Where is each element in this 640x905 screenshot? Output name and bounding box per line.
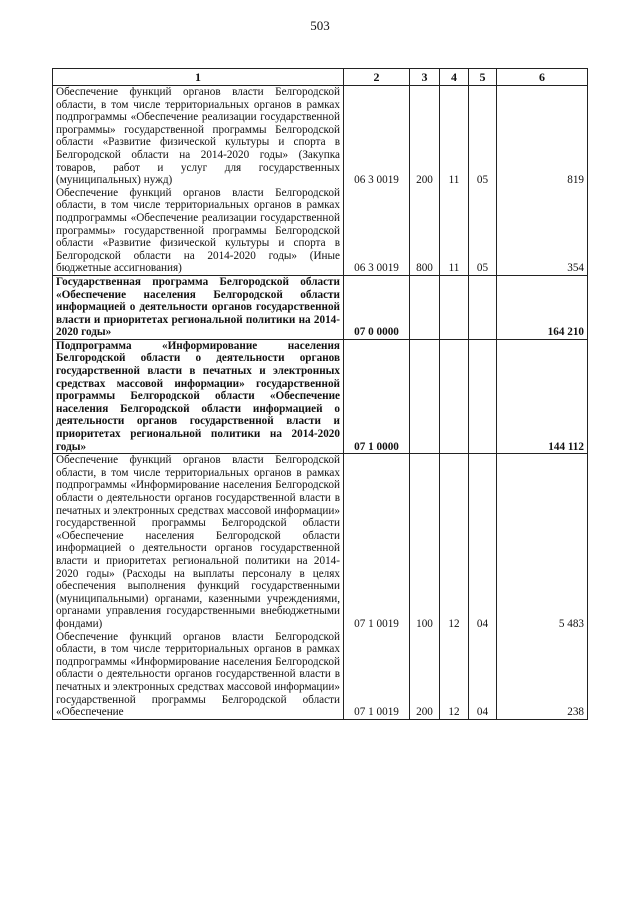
row-subsection: 05 xyxy=(469,187,497,276)
header-col-1: 1 xyxy=(53,69,344,86)
row-description-text: Обеспечение функций органов власти Белгородской области, в том числе территориальных органов в рамках подпрограммы «Обеспечение реализации государственной программы» государственной программы Белгородской области «Развитие физической культуры и спорта в Белгородской области на 2014-2020 годы» (Иные бюджетные ассигнования) xyxy=(56,186,340,275)
row-description xyxy=(53,339,344,453)
row-section: 12 xyxy=(440,454,469,631)
row-subsection xyxy=(469,275,497,339)
row-code: 06 3 0019 xyxy=(344,86,410,187)
row-description xyxy=(53,86,344,187)
header-col-3: 3 xyxy=(410,69,440,86)
row-subsection: 04 xyxy=(469,454,497,631)
row-code: 07 1 0019 xyxy=(344,454,410,631)
row-expense-type: 200 xyxy=(410,631,440,720)
row-amount: 144 112 xyxy=(497,339,588,453)
header-col-2: 2 xyxy=(344,69,410,86)
row-code: 07 0 0000 xyxy=(344,275,410,339)
row-description xyxy=(53,275,344,339)
row-subsection: 04 xyxy=(469,631,497,720)
table-row xyxy=(53,86,588,187)
row-amount: 819 xyxy=(497,86,588,187)
row-description-text: Государственная программа Белгородской области «Обеспечение населения Белгородской области информацией о деятельности органов государственной власти и приоритетах региональной политики на 2014-2020 годы» xyxy=(56,275,340,339)
row-expense-type xyxy=(410,339,440,453)
row-description-text: Обеспечение функций органов власти Белгородской области, в том числе территориальных органов в рамках подпрограммы «Информирование населения Белгородской области о деятельности органов государственной власти в печатных и электронных средствах массовой информации» государственной программы Белгородской области «Обеспечение населения Белгородской области информацией о деятельности органов государственной власти и приоритетах региональной политики на 2014-2020 годы» (Расходы на выплаты персоналу в целях обеспечения выполнения функций государственными (муниципальными) органами, казенными учреждениями, органами управления государственными внебюджетными фондами) xyxy=(56,454,340,630)
row-amount: 238 xyxy=(497,631,588,720)
table-row xyxy=(53,275,588,339)
table-row xyxy=(53,631,588,720)
row-description xyxy=(53,631,344,720)
row-expense-type: 100 xyxy=(410,454,440,631)
table-row xyxy=(53,339,588,453)
budget-table xyxy=(52,68,588,720)
header-col-6: 6 xyxy=(497,69,588,86)
header-col-5: 5 xyxy=(469,69,497,86)
table-row xyxy=(53,187,588,276)
row-section: 11 xyxy=(440,187,469,276)
row-description xyxy=(53,187,344,276)
header-col-4: 4 xyxy=(440,69,469,86)
row-section: 11 xyxy=(440,86,469,187)
row-code: 07 1 0000 xyxy=(344,339,410,453)
table-header-row xyxy=(53,69,588,86)
row-section xyxy=(440,339,469,453)
row-code: 06 3 0019 xyxy=(344,187,410,276)
table-row xyxy=(53,454,588,631)
row-amount: 5 483 xyxy=(497,454,588,631)
row-subsection: 05 xyxy=(469,86,497,187)
row-description-text: Подпрограмма «Информирование населения Белгородской области о деятельности органов государственной власти в печатных и электронных средствах массовой информации» государственной программы Белгородской области «Обеспечение населения Белгородской области информацией о деятельности органов государственной власти и приоритетах региональной политики на 2014-2020 годы» xyxy=(56,339,340,453)
row-description xyxy=(53,454,344,631)
row-amount: 354 xyxy=(497,187,588,276)
row-amount: 164 210 xyxy=(497,275,588,339)
row-expense-type xyxy=(410,275,440,339)
row-section xyxy=(440,275,469,339)
page-number: 503 xyxy=(310,18,330,33)
row-expense-type: 200 xyxy=(410,86,440,187)
row-description-text: Обеспечение функций органов власти Белгородской области, в том числе территориальных органов в рамках подпрограммы «Обеспечение реализации государственной программы» государственной программы Белгородской области «Развитие физической культуры и спорта в Белгородской области на 2014-2020 годы» (Закупка товаров, работ и услуг для государственных (муниципальных) нужд) xyxy=(56,86,340,187)
row-section: 12 xyxy=(440,631,469,720)
row-subsection xyxy=(469,339,497,453)
row-description-text: Обеспечение функций органов власти Белгородской области, в том числе территориальных органов в рамках подпрограммы «Информирование населения Белгородской области о деятельности органов государственной власти в печатных и электронных средствах массовой информации» государственной программы Белгородской области «Обеспечение xyxy=(56,630,340,719)
row-expense-type: 800 xyxy=(410,187,440,276)
row-code: 07 1 0019 xyxy=(344,631,410,720)
